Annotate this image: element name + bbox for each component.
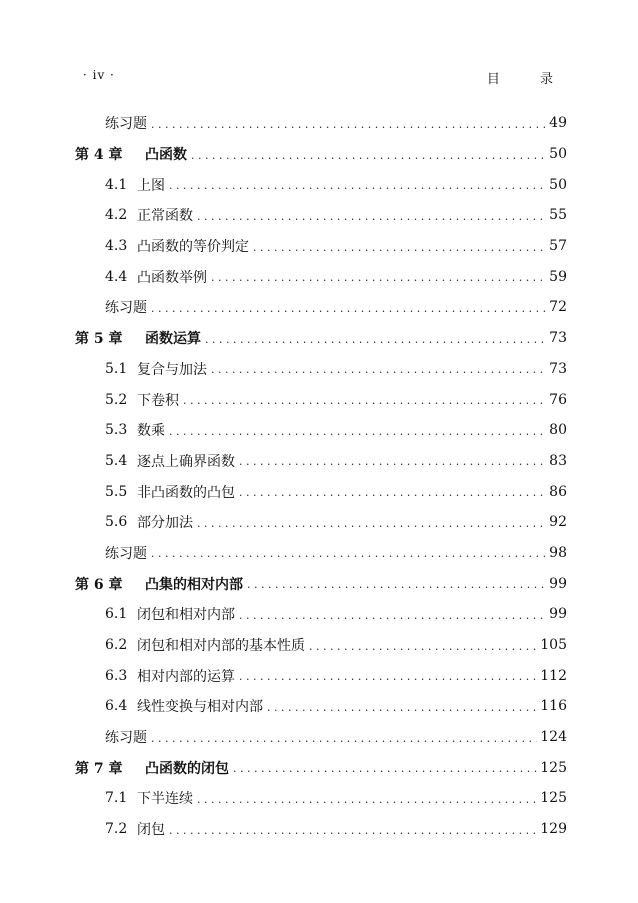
toc-entry-section — [75, 354, 567, 385]
toc-entry-title: 非凸函数的凸包 — [137, 484, 235, 501]
toc-entry-title: 练习题 — [105, 116, 147, 133]
toc-entry-page-number: 83 — [549, 452, 567, 469]
toc-entry-title: 闭包和相对内部的基本性质 — [137, 638, 305, 655]
toc-leader-dots — [151, 547, 546, 560]
toc-entry-number: 6.2 — [105, 637, 128, 654]
toc-leader-dots — [239, 609, 546, 622]
toc-entry-number: 4.4 — [105, 268, 128, 285]
toc-entry-title: 下卷积 — [137, 392, 179, 409]
toc-entry-page-number: 76 — [549, 391, 567, 408]
toc-entry-page-number: 92 — [549, 514, 567, 531]
toc-entry-page-number: 86 — [549, 483, 567, 500]
toc-leader-dots — [239, 486, 546, 499]
toc-entry-title: 正常函数 — [137, 208, 193, 225]
toc-leader-dots — [233, 762, 537, 775]
toc-leader-dots — [169, 179, 546, 192]
toc-leader-dots — [197, 210, 546, 223]
toc-entry-title: 数乘 — [137, 423, 165, 440]
toc-entry-exercise — [75, 722, 567, 753]
toc-entry-section — [75, 599, 567, 630]
toc-entry-number: 5.1 — [105, 360, 128, 377]
toc-entry-title: 上图 — [137, 177, 165, 194]
toc-entry-chapter — [75, 139, 567, 170]
toc-leader-dots — [205, 333, 546, 346]
toc-leader-dots — [211, 271, 546, 284]
toc-entry-title: 凸函数的等价判定 — [137, 239, 249, 256]
toc-entry-chapter — [75, 323, 567, 354]
toc-leader-dots — [253, 241, 546, 254]
toc-entry-chapter — [75, 752, 567, 783]
toc-entry-title: 下半连续 — [137, 791, 193, 808]
toc-entry-page-number: 57 — [549, 238, 567, 255]
toc-entry-number: 7.1 — [105, 790, 128, 807]
toc-leader-dots — [169, 824, 537, 837]
toc-entry-page-number: 72 — [549, 299, 567, 316]
toc-entry-page-number: 50 — [549, 176, 567, 193]
toc-entry-section — [75, 476, 567, 507]
toc-entry-number: 6.3 — [105, 667, 128, 684]
toc-entry-title: 复合与加法 — [137, 361, 207, 378]
toc-entry-title: 闭包和相对内部 — [137, 607, 235, 624]
toc-entry-number: 5.2 — [105, 391, 128, 408]
toc-entry-section — [75, 415, 567, 446]
toc-entry-title: 逐点上确界函数 — [137, 453, 235, 470]
toc-entry-title: 凸函数的闭包 — [145, 760, 229, 777]
toc-entry-page-number: 99 — [549, 606, 567, 623]
toc-entry-title: 凸函数举例 — [137, 269, 207, 286]
toc-entry-section — [75, 507, 567, 538]
toc-leader-dots — [191, 149, 546, 162]
toc-entry-number: 第 4 章 — [75, 147, 123, 164]
toc-entry-number: 6.1 — [105, 606, 128, 623]
toc-entry-page-number: 129 — [540, 821, 567, 838]
toc-entry-page-number: 98 — [549, 544, 567, 561]
toc-entry-title: 闭包 — [137, 822, 165, 839]
toc-entry-title: 凸集的相对内部 — [145, 576, 243, 593]
header-running-title: 目 录 — [486, 72, 571, 87]
toc-entry-page-number: 105 — [540, 637, 567, 654]
toc-entry-number: 4.3 — [105, 238, 128, 255]
toc-entry-exercise — [75, 108, 567, 139]
toc-leader-dots — [151, 302, 546, 315]
toc-entry-page-number: 124 — [540, 729, 567, 746]
header-page-number: · iv · — [83, 68, 115, 82]
toc-entry-section — [75, 384, 567, 415]
toc-leader-dots — [239, 670, 537, 683]
toc-entry-page-number: 80 — [549, 422, 567, 439]
toc-leader-dots — [267, 701, 537, 714]
toc-entry-page-number: 99 — [549, 575, 567, 592]
toc-entry-section — [75, 814, 567, 845]
toc-leader-dots — [183, 394, 546, 407]
toc-entry-exercise — [75, 538, 567, 569]
toc-leader-dots — [197, 517, 546, 530]
toc-entry-page-number: 125 — [540, 790, 567, 807]
toc-entry-section — [75, 691, 567, 722]
toc-entry-exercise — [75, 292, 567, 323]
toc-leader-dots — [169, 425, 546, 438]
toc-entry-page-number: 73 — [549, 360, 567, 377]
toc-entry-section — [75, 630, 567, 661]
toc-entry-page-number: 125 — [540, 759, 567, 776]
toc-entry-section — [75, 261, 567, 292]
toc-entry-number: 5.3 — [105, 422, 128, 439]
toc-entry-page-number: 55 — [549, 207, 567, 224]
toc-leader-dots — [197, 793, 537, 806]
toc-leader-dots — [151, 732, 537, 745]
toc-entry-title: 练习题 — [105, 730, 147, 747]
toc-entry-page-number: 112 — [540, 667, 567, 684]
toc-entry-section — [75, 200, 567, 231]
toc-entry-number: 4.2 — [105, 207, 128, 224]
toc-leader-dots — [309, 640, 537, 653]
toc-entry-section — [75, 446, 567, 477]
toc-entry-section — [75, 783, 567, 814]
toc-entry-page-number: 49 — [549, 115, 567, 132]
toc-entry-number: 5.5 — [105, 483, 128, 500]
toc-entry-page-number: 50 — [549, 146, 567, 163]
toc-entry-number: 6.4 — [105, 698, 128, 715]
toc-entry-number: 5.6 — [105, 514, 128, 531]
toc-leader-dots — [151, 118, 546, 131]
toc-entry-page-number: 59 — [549, 268, 567, 285]
toc-entry-title: 线性变换与相对内部 — [137, 699, 263, 716]
toc-entry-title: 函数运算 — [145, 331, 201, 348]
toc-entry-title: 练习题 — [105, 300, 147, 317]
toc-entry-number: 第 5 章 — [75, 331, 123, 348]
toc-entry-chapter — [75, 568, 567, 599]
toc-entry-number: 5.4 — [105, 452, 128, 469]
toc-entry-title: 凸函数 — [145, 147, 187, 164]
toc-entry-page-number: 73 — [549, 330, 567, 347]
toc-leader-dots — [247, 578, 546, 591]
toc-entry-number: 第 7 章 — [75, 760, 123, 777]
toc-leader-dots — [239, 455, 546, 468]
table-of-contents — [75, 108, 567, 845]
toc-entry-number: 7.2 — [105, 821, 128, 838]
toc-entry-title: 相对内部的运算 — [137, 668, 235, 685]
toc-entry-section — [75, 660, 567, 691]
toc-entry-number: 第 6 章 — [75, 576, 123, 593]
toc-entry-section — [75, 169, 567, 200]
toc-entry-number: 4.1 — [105, 176, 128, 193]
toc-entry-title: 练习题 — [105, 545, 147, 562]
toc-entry-page-number: 116 — [540, 698, 567, 715]
toc-entry-title: 部分加法 — [137, 515, 193, 532]
toc-leader-dots — [211, 363, 546, 376]
toc-entry-section — [75, 231, 567, 262]
